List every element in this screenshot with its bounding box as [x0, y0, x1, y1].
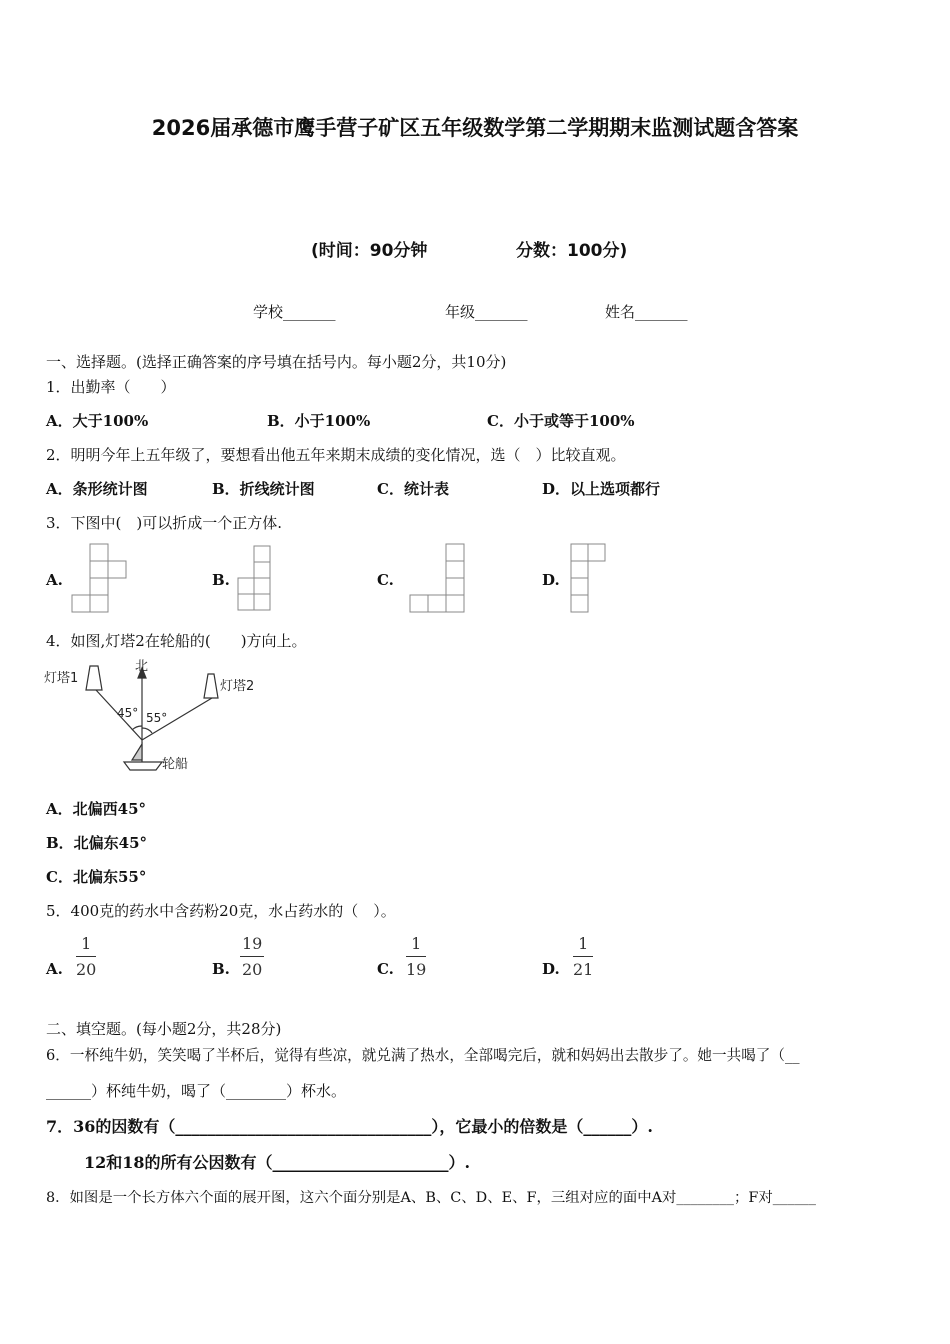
cube-net-a-diagram	[72, 543, 132, 615]
cube-net-d-diagram	[570, 543, 612, 615]
name-field: 姓名_______	[605, 303, 688, 321]
q5-option-b-label: B.	[212, 960, 230, 978]
section1-heading: 一、选择题。(选择正确答案的序号填在括号内。每小题2分，共10分)	[46, 353, 507, 371]
lighthouse1-label: 灯塔1	[44, 671, 79, 686]
q5-option-c-denominator: 19	[406, 960, 427, 979]
q5-option-d-fraction	[573, 935, 593, 979]
q5-option-a-fraction	[76, 935, 96, 979]
q5-option-d-label: D.	[542, 960, 560, 978]
q1-option-a: A．大于100%	[46, 412, 149, 430]
q5-option-d-numerator: 1	[573, 935, 593, 957]
q1-option-c: C．小于或等于100%	[487, 412, 635, 430]
q5-option-c-fraction	[406, 935, 426, 979]
q2-option-d: D．以上选项都行	[542, 480, 661, 498]
angle-55-label: 55°	[146, 711, 168, 725]
q6-line1: 6．一杯纯牛奶，笑笑喝了半杯后，觉得有些凉，就兑满了热水，全部喝完后，就和妈妈出去散步了。她一共喝了（__	[46, 1047, 800, 1064]
q5-option-b-numerator: 19	[240, 935, 264, 957]
q5-option-b-denominator: 20	[242, 960, 263, 979]
cube-net-b-diagram	[237, 545, 277, 617]
north-label: 北	[135, 659, 149, 674]
q3-option-a: A.	[46, 571, 63, 589]
q3-option-c: C.	[377, 571, 394, 589]
q4-option-b: B．北偏东45°	[46, 834, 148, 852]
q1-stem: 1．出勤率（ ）	[46, 378, 176, 396]
q3-stem: 3．下图中( )可以折成一个正方体.	[46, 514, 283, 532]
q5-option-a-numerator: 1	[76, 935, 96, 957]
lighthouse2-label: 灯塔2	[220, 679, 255, 694]
q3-option-d: D.	[542, 571, 560, 589]
q2-option-a: A．条形统计图	[46, 480, 148, 498]
q2-stem: 2．明明今年上五年级了，要想看出他五年来期末成绩的变化情况，选（ ）比较直观。	[46, 446, 626, 464]
page-title: 2026届承德市鹰手营子矿区五年级数学第二学期期末监测试题含答案	[151, 116, 799, 140]
q3-option-b: B.	[212, 571, 230, 589]
q2-option-c: C．统计表	[377, 480, 449, 498]
q6-line2: ______）杯纯牛奶，喝了（________）杯水。	[46, 1082, 347, 1100]
q5-option-b-fraction	[240, 935, 264, 979]
cube-net-c-diagram	[410, 543, 470, 615]
q1-option-b: B．小于100%	[267, 412, 371, 430]
q5-option-c-numerator: 1	[406, 935, 426, 957]
q7-line2: 12和18的所有公因数有（______________________）.	[84, 1153, 471, 1172]
q5-stem: 5．400克的药水中含药粉20克，水占药水的（ ）。	[46, 902, 396, 920]
exam-score: 分数：100分)	[516, 241, 628, 261]
angle-45-label: 45°	[117, 706, 139, 720]
q5-option-c-label: C.	[377, 960, 394, 978]
q4-option-a: A．北偏西45°	[46, 800, 147, 818]
q4-option-c: C．北偏东55°	[46, 868, 147, 886]
q5-option-a-denominator: 20	[76, 960, 97, 979]
exam-time: (时间：90分钟	[311, 241, 428, 261]
q8-text: 8．如图是一个长方体六个面的展开图，这六个面分别是A、B、C、D、E、F，三组对应的面中A对________；F对______	[46, 1190, 816, 1206]
lighthouse-diagram	[40, 660, 280, 776]
school-field: 学校_______	[253, 303, 336, 321]
q2-option-b: B．折线统计图	[212, 480, 315, 498]
section2-heading: 二、填空题。(每小题2分，共28分)	[46, 1020, 282, 1038]
q4-stem: 4．如图,灯塔2在轮船的( )方向上。	[46, 632, 307, 650]
ship-label: 轮船	[162, 757, 189, 772]
q7-line1: 7．36的因数有（________________________________），它最小的倍数是（______）.	[46, 1117, 653, 1136]
grade-field: 年级_______	[445, 303, 528, 321]
q5-option-a-label: A.	[46, 960, 63, 978]
q5-option-d-denominator: 21	[573, 960, 594, 979]
